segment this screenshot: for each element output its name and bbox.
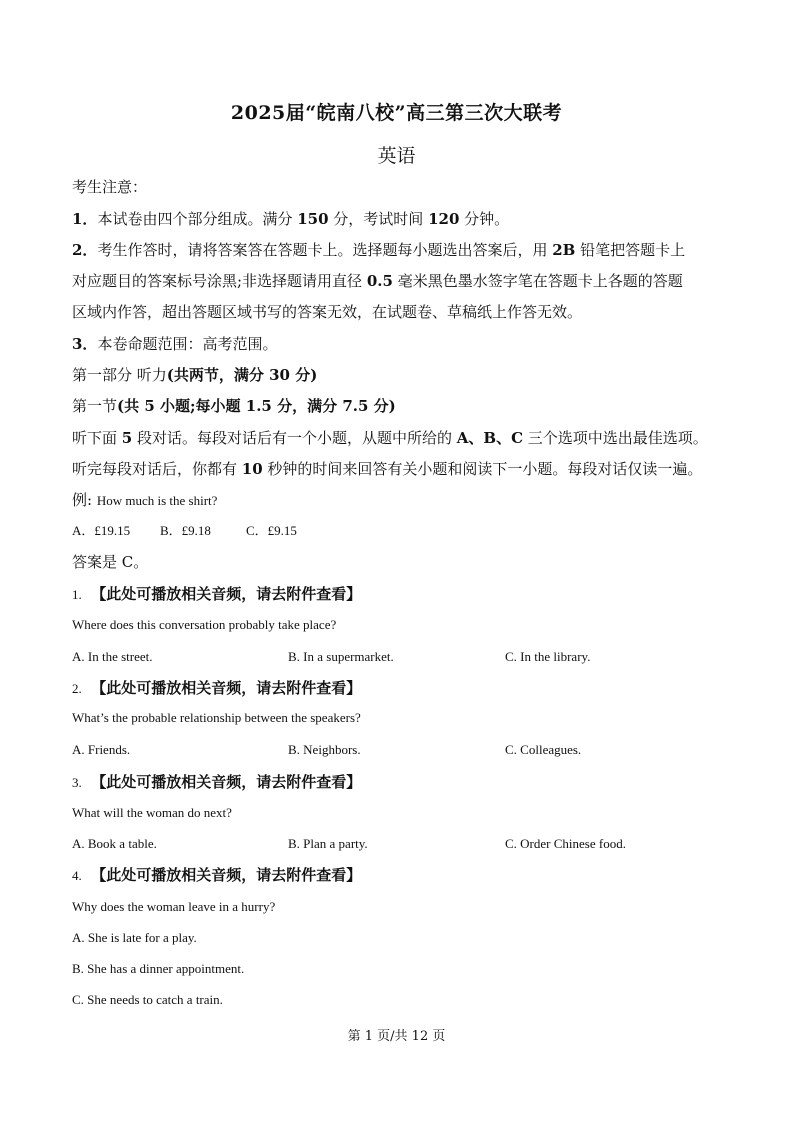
question-1-option-c: C. In the library. — [505, 649, 591, 664]
example-question: 例: How much is the shirt? — [72, 491, 218, 509]
question-4-audio-note: 4. 【此处可播放相关音频，请去附件查看】 — [72, 866, 362, 884]
section1-instruction-1: 听下面 5 段对话。每段对话后有一个小题，从题中所给的 A、B、C 三个选项中选出最佳选项。 — [72, 429, 708, 447]
question-4-option-a: A. She is late for a play. — [72, 930, 197, 945]
question-3-option-c: C. Order Chinese food. — [505, 836, 626, 851]
question-4-option-b: B. She has a dinner appointment. — [72, 961, 245, 976]
question-4-text: Why does the woman leave in a hurry? — [72, 899, 276, 914]
subject-title: 英语 — [377, 145, 416, 167]
notice-item-1: 1．本试卷由四个部分组成。满分 150 分，考试时间 120 分钟。 — [72, 210, 510, 228]
question-3-audio-note: 3. 【此处可播放相关音频，请去附件查看】 — [72, 773, 362, 791]
page-footer: 第 1 页/共 12 页 — [347, 1029, 446, 1044]
part1-heading: 第一部分 听力(共两节，满分 30 分) — [72, 366, 318, 384]
example-option-c: C．£9.15 — [246, 523, 297, 538]
section1-heading: 第一节(共 5 小题;每小题 1.5 分，满分 7.5 分) — [72, 397, 396, 415]
example-option-b: B．£9.18 — [160, 523, 211, 538]
section1-instruction-2: 听完每段对话后，你都有 10 秒钟的时间来回答有关小题和阅读下一小题。每段对话仅读一遍。 — [72, 460, 703, 478]
notice-heading: 考生注意： — [72, 178, 148, 196]
example-answer: 答案是 C。 — [72, 553, 149, 571]
question-1-text: Where does this conversation probably take place? — [72, 617, 337, 632]
question-3-text: What will the woman do next? — [72, 805, 232, 820]
exam-title: 2025届“皖南八校”高三第三次大联考 — [230, 102, 563, 124]
notice-item-3: 3．本卷命题范围：高考范围。 — [72, 335, 278, 353]
example-option-a: A．£19.15 — [72, 523, 131, 538]
question-3-option-b: B. Plan a party. — [288, 836, 368, 851]
question-1-option-b: B. In a supermarket. — [288, 649, 394, 664]
question-2-audio-note: 2. 【此处可播放相关音频，请去附件查看】 — [72, 679, 362, 697]
question-3-option-a: A. Book a table. — [72, 836, 157, 851]
question-2-option-b: B. Neighbors. — [288, 742, 361, 757]
question-1-audio-note: 1. 【此处可播放相关音频，请去附件查看】 — [72, 585, 362, 603]
notice-item-2-line-3: 区域内作答，超出答题区域书写的答案无效，在试题卷、草稿纸上作答无效。 — [72, 303, 583, 321]
notice-item-2-line-2: 对应题目的答案标号涂黑;非选择题请用直径 0.5 毫米黑色墨水签字笔在答题卡上各题的答题 — [72, 272, 683, 290]
question-1-option-a: A. In the street. — [72, 649, 153, 664]
question-2-text: What’s the probable relationship between the speakers? — [72, 710, 361, 725]
question-4-option-c: C. She needs to catch a train. — [72, 992, 223, 1007]
question-2-option-a: A. Friends. — [72, 742, 131, 757]
notice-item-2: 2．考生作答时，请将答案答在答题卡上。选择题每小题选出答案后，用 2B 铅笔把答题卡上 — [72, 241, 686, 259]
question-2-option-c: C. Colleagues. — [505, 742, 582, 757]
